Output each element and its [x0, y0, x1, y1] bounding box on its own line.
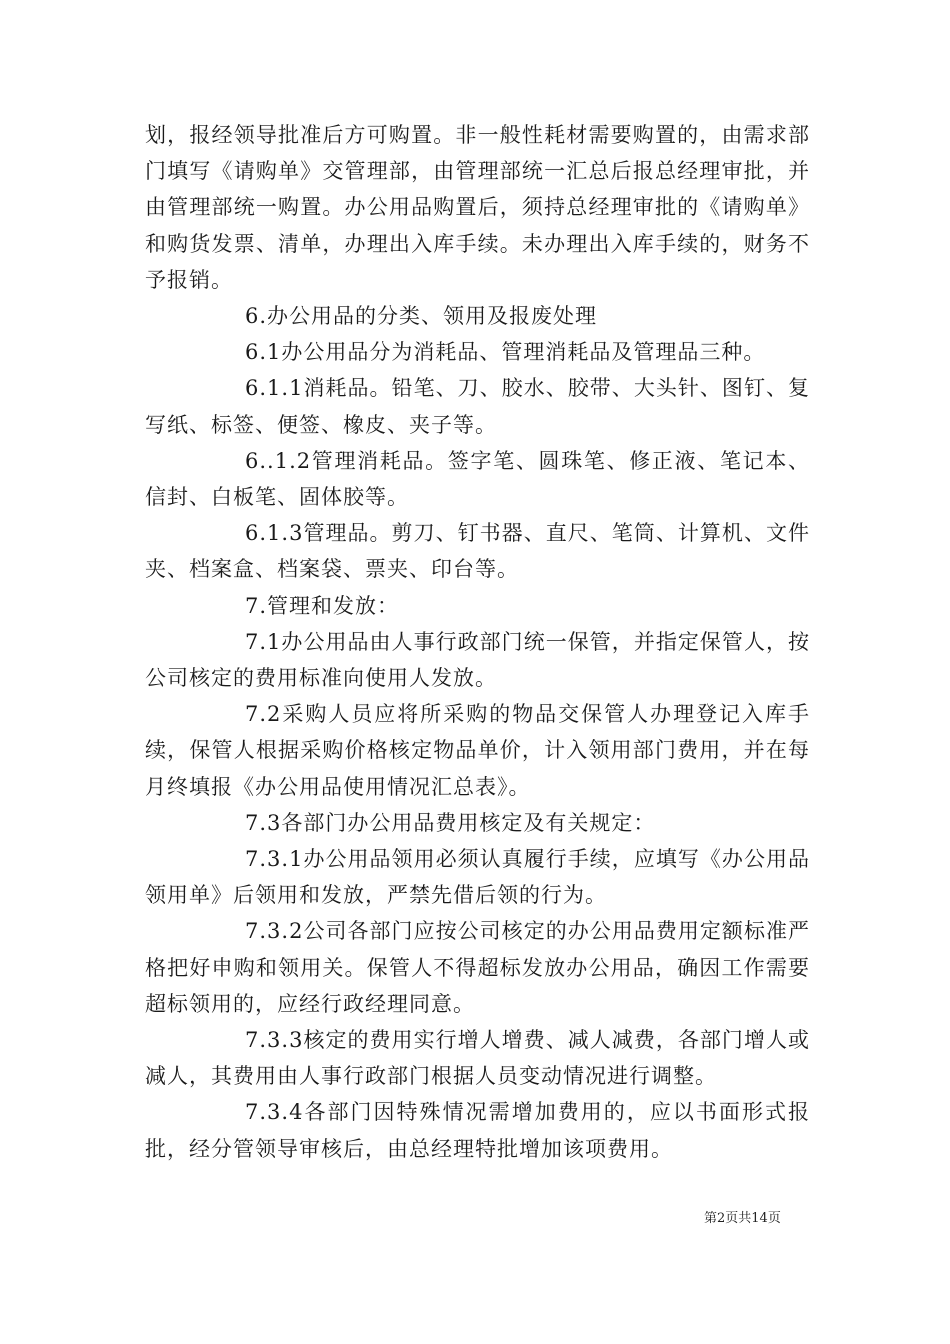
document-body: [145, 117, 810, 1167]
paragraph-8: 7.1办公用品由人事行政部门统一保管，并指定保管人，按公司核定的费用标准向使用人发放。: [145, 629, 810, 691]
paragraph-1: 划，报经领导批准后方可购置。非一般性耗材需要购置的，由需求部门填写《请购单》交管理部，由管理部统一汇总后报总经理审批，并由管理部统一购置。办公用品购置后，须持总经理审批的《请购单》和购货发票、清单，办理出入库手续。未办理出入库手续的，财务不予报销。: [145, 123, 810, 292]
paragraph-5: 6..1.2管理消耗品。签字笔、圆珠笔、修正液、笔记本、信封、白板笔、固体胶等。: [145, 448, 810, 510]
paragraph-9: 7.2采购人员应将所采购的物品交保管人办理登记入库手续，保管人根据采购价格核定物品单价，计入领用部门费用，并在每月终填报《办公用品使用情况汇总表》。: [145, 702, 810, 799]
paragraph-11: 7.3.1办公用品领用必须认真履行手续，应填写《办公用品领用单》后领用和发放，严禁先借后领的行为。: [145, 847, 810, 908]
paragraph-12: 7.3.2公司各部门应按公司核定的办公用品费用定额标准严格把好申购和领用关。保管人不得超标发放办公用品，确因工作需要超标领用的，应经行政经理同意。: [145, 919, 810, 1016]
paragraph-14: 7.3.4各部门因特殊情况需增加费用的，应以书面形式报批，经分管领导审核后，由总经理特批增加该项费用。: [145, 1100, 810, 1161]
page-number-footer: 第2页共14页: [704, 1211, 781, 1226]
paragraph-10: 7.3各部门办公用品费用核定及有关规定：: [245, 810, 656, 835]
paragraph-13: 7.3.3核定的费用实行增人增费、减人减费，各部门增人或减人，其费用由人事行政部门根据人员变动情况进行调整。: [145, 1028, 810, 1089]
paragraph-7: 7.管理和发放：: [245, 593, 400, 618]
paragraph-6: 6.1.3管理品。剪刀、钉书器、直尺、笔筒、计算机、文件夹、档案盒、档案袋、票夹、印台等。: [145, 521, 810, 582]
paragraph-2: 6.办公用品的分类、领用及报废处理: [245, 304, 598, 329]
paragraph-3: 6.1办公用品分为消耗品、管理消耗品及管理品三种。: [245, 340, 766, 365]
paragraph-4: 6.1.1消耗品。铅笔、刀、胶水、胶带、大头针、图钉、复写纸、标签、便签、橡皮、夹子等。: [145, 376, 810, 437]
